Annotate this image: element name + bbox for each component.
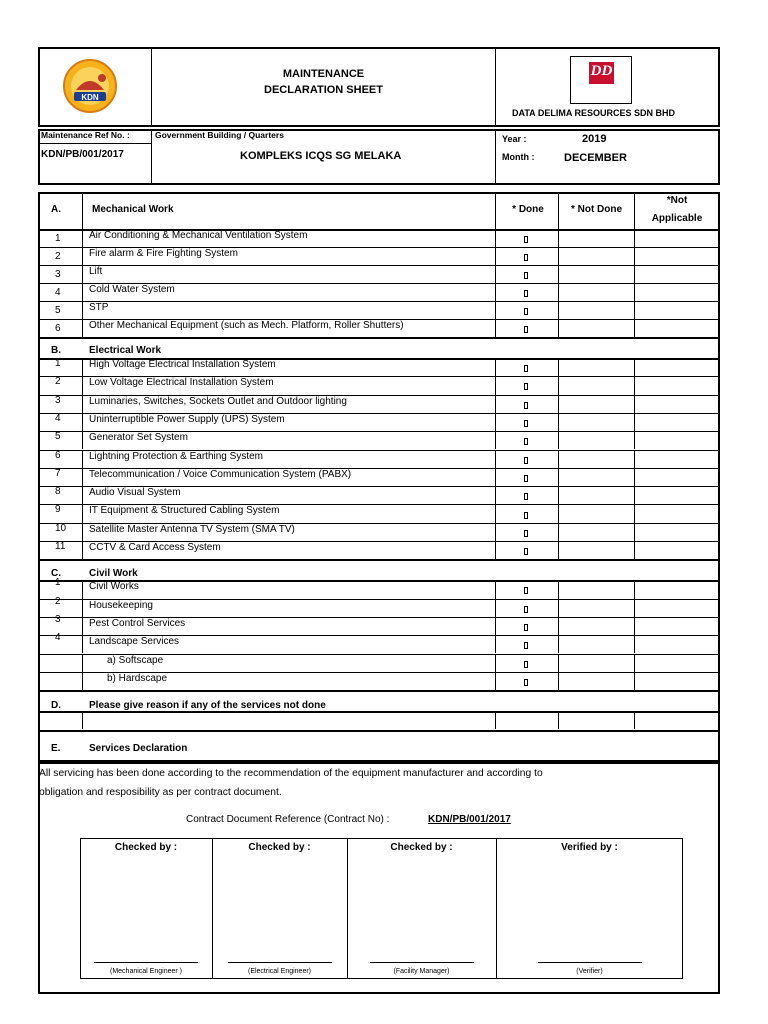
row-label: Luminaries, Switches, Sockets Outlet and Outdoor lighting xyxy=(89,395,347,407)
done-checkbox[interactable] xyxy=(524,326,528,333)
done-checkbox[interactable] xyxy=(524,457,528,464)
title-line1: MAINTENANCE xyxy=(282,68,365,80)
ref-label: Maintenance Ref No. : xyxy=(41,130,130,140)
row-number: 1 xyxy=(55,358,61,369)
dd-logo-text: DD xyxy=(590,63,613,79)
row-number: 10 xyxy=(55,522,67,534)
kdn-logo-text: KDN xyxy=(81,93,99,102)
done-checkbox[interactable] xyxy=(524,254,528,261)
signature-heading: Checked by : xyxy=(114,842,178,853)
row-label: CCTV & Card Access System xyxy=(89,542,221,553)
row-number: 8 xyxy=(55,486,61,498)
row-label: Housekeeping xyxy=(89,599,153,611)
column-not-done: * Not Done xyxy=(570,204,623,215)
signature-role: (Mechanical Engineer ) xyxy=(110,968,182,975)
row-label: Uninterruptible Power Supply (UPS) System xyxy=(89,413,285,425)
row-label: Other Mechanical Equipment (such as Mech. Platform, Roller Shutters) xyxy=(89,320,404,331)
row-label: Pest Control Services xyxy=(89,617,186,629)
ref-value: KDN/PB/001/2017 xyxy=(41,149,124,160)
done-checkbox[interactable] xyxy=(524,624,528,631)
row-label: Low Voltage Electrical Installation System xyxy=(89,377,274,389)
done-checkbox[interactable] xyxy=(524,642,528,649)
table-row xyxy=(39,301,719,319)
done-checkbox[interactable] xyxy=(524,512,528,519)
row-number: 4 xyxy=(55,287,61,298)
row-label: STP xyxy=(89,302,109,313)
signature-heading: Verified by : xyxy=(561,842,618,853)
section-a-letter: A. xyxy=(51,204,61,215)
year-label: Year : xyxy=(502,134,527,144)
signature-role: (Facility Manager) xyxy=(393,968,450,975)
row-number: 5 xyxy=(55,431,61,443)
done-checkbox[interactable] xyxy=(524,438,528,445)
row-label: High Voltage Electrical Installation System xyxy=(89,359,276,370)
row-label: Lightning Protection & Earthing System xyxy=(89,450,263,462)
declaration-line1: All servicing has been done according to the recommendation of the equipment manufacturer and according to xyxy=(39,768,543,779)
row-number: 1 xyxy=(55,233,61,244)
row-label: a) Softscape xyxy=(107,654,164,666)
contract-number: KDN/PB/001/2017 xyxy=(428,814,511,825)
row-number: 5 xyxy=(55,305,61,316)
section-b-title: Electrical Work xyxy=(89,345,162,356)
column-na-line1: *Not xyxy=(666,195,688,206)
section-b-letter: B. xyxy=(51,345,61,356)
done-checkbox[interactable] xyxy=(524,587,528,594)
row-label: Air Conditioning & Mechanical Ventilation System xyxy=(89,230,308,241)
done-checkbox[interactable] xyxy=(524,548,528,555)
done-checkbox[interactable] xyxy=(524,420,528,427)
row-label: Satellite Master Antenna TV System (SMA TV) xyxy=(89,523,295,535)
row-number: 4 xyxy=(55,412,61,424)
row-number: 6 xyxy=(55,449,61,461)
row-label: Fire alarm & Fire Fighting System xyxy=(89,248,238,259)
row-label: Lift xyxy=(89,266,103,277)
section-d-title: Please give reason if any of the services not done xyxy=(89,700,326,711)
signature-heading: Checked by : xyxy=(390,842,453,853)
row-number: 1 xyxy=(55,577,61,589)
column-na-line2: Applicable xyxy=(651,213,703,224)
row-label: b) Hardscape xyxy=(107,672,168,684)
row-label: IT Equipment & Structured Cabling System xyxy=(89,505,280,517)
done-checkbox[interactable] xyxy=(524,365,528,372)
signature-role: (Verifier) xyxy=(576,968,603,975)
done-checkbox[interactable] xyxy=(524,402,528,409)
signature-line[interactable] xyxy=(370,962,474,963)
section-e-letter: E. xyxy=(51,743,61,754)
title-line2: DECLARATION SHEET xyxy=(264,84,383,96)
done-checkbox[interactable] xyxy=(524,475,528,482)
row-number: 2 xyxy=(55,251,61,262)
row-number: 2 xyxy=(55,595,61,607)
table-row xyxy=(39,265,719,283)
row-number: 3 xyxy=(55,269,61,280)
row-label: Audio Visual System xyxy=(89,487,181,499)
row-label: Generator Set System xyxy=(89,432,188,444)
done-checkbox[interactable] xyxy=(524,236,528,243)
done-checkbox[interactable] xyxy=(524,272,528,279)
contract-label: Contract Document Reference (Contract No) : xyxy=(186,814,390,825)
building-label: Government Building / Quarters xyxy=(155,130,284,140)
done-checkbox[interactable] xyxy=(524,290,528,297)
company-name: DATA DELIMA RESOURCES SDN BHD xyxy=(512,108,676,118)
row-number: 3 xyxy=(55,613,61,625)
section-c-title: Civil Work xyxy=(89,568,138,579)
done-checkbox[interactable] xyxy=(524,606,528,613)
done-checkbox[interactable] xyxy=(524,383,528,390)
building-value: KOMPLEKS ICQS SG MELAKA xyxy=(240,150,402,162)
declaration-line2: obligation and resposibility as per contract document. xyxy=(39,787,282,798)
row-label: Cold Water System xyxy=(89,284,175,295)
signature-heading: Checked by : xyxy=(248,842,311,853)
done-checkbox[interactable] xyxy=(524,530,528,537)
row-number: 4 xyxy=(55,632,61,644)
row-number: 6 xyxy=(55,323,61,334)
signature-table xyxy=(80,838,683,979)
kdn-logo xyxy=(62,58,118,114)
row-label: Civil Works xyxy=(89,581,139,593)
section-e-title: Services Declaration xyxy=(89,743,188,754)
row-label: Telecommunication / Voice Communication System (PABX) xyxy=(89,468,352,480)
done-checkbox[interactable] xyxy=(524,661,528,668)
signature-line[interactable] xyxy=(538,962,642,963)
done-checkbox[interactable] xyxy=(524,493,528,500)
row-number: 9 xyxy=(55,504,61,516)
done-checkbox[interactable] xyxy=(524,679,528,686)
dd-logo xyxy=(570,56,632,104)
row-number: 11 xyxy=(55,541,66,552)
month-value: DECEMBER xyxy=(564,152,627,164)
month-label: Month : xyxy=(502,152,535,162)
row-label: Landscape Services xyxy=(89,636,180,648)
done-checkbox[interactable] xyxy=(524,308,528,315)
table-row xyxy=(39,577,719,598)
row-number: 3 xyxy=(55,394,61,406)
year-value: 2019 xyxy=(582,133,607,145)
column-done: * Done xyxy=(512,204,544,215)
signature-line[interactable] xyxy=(228,962,332,963)
signature-role: (Electrical Engineer) xyxy=(247,968,312,975)
row-number: 7 xyxy=(55,467,61,479)
section-a-title: Mechanical Work xyxy=(92,204,174,215)
signature-line[interactable] xyxy=(94,962,198,963)
row-number: 2 xyxy=(55,376,61,388)
section-c-letter: C. xyxy=(51,568,61,579)
section-d-letter: D. xyxy=(51,700,61,711)
